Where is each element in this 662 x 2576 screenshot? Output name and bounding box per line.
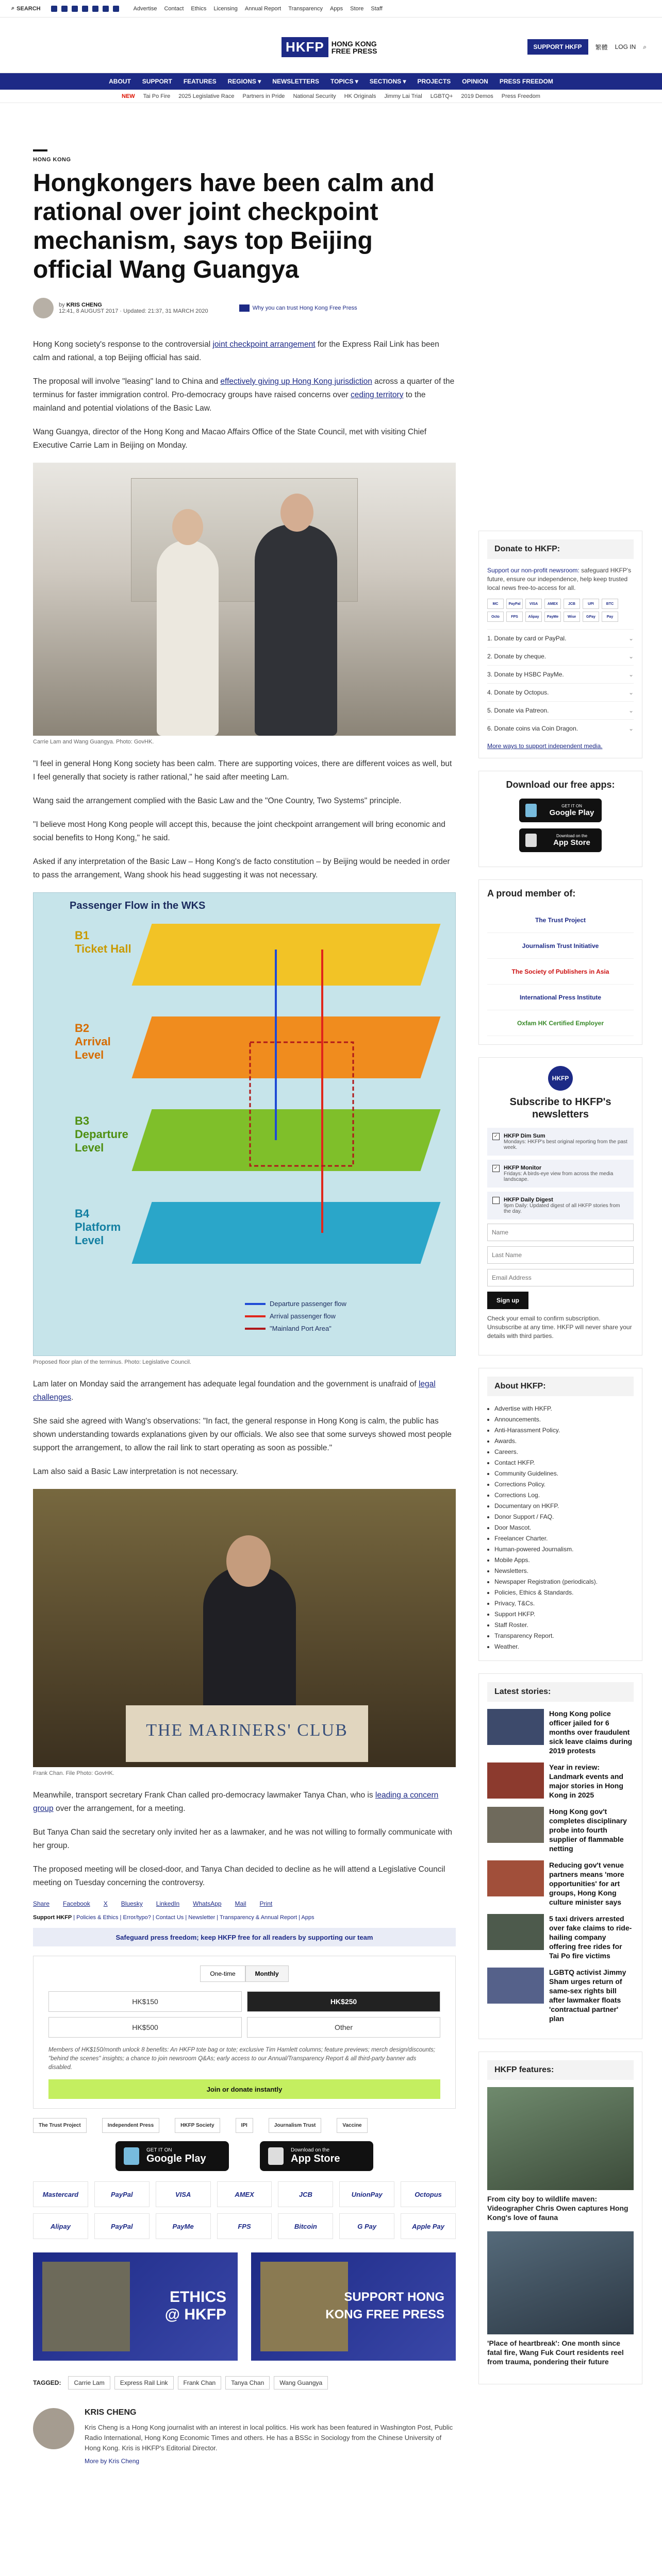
more-ways-link[interactable]: More ways to support independent media. bbox=[487, 742, 603, 750]
frequency-toggle bbox=[43, 1965, 446, 1982]
about-link[interactable]: • Support HKFP. bbox=[494, 1609, 634, 1620]
payment-logo: Octopus bbox=[401, 2181, 456, 2207]
payment-logo: UnionPay bbox=[339, 2181, 394, 2207]
new-badge: NEW bbox=[122, 93, 135, 99]
payment-logo: AMEX bbox=[217, 2181, 272, 2207]
nav-item[interactable]: OPINION bbox=[462, 78, 488, 85]
about-link[interactable]: • Corrections Policy. bbox=[494, 1479, 634, 1490]
trust-project-icon bbox=[239, 304, 250, 312]
updated-date: Updated: 21:37, 31 MARCH 2020 bbox=[123, 308, 208, 314]
nav-item[interactable]: PRESS FREEDOM bbox=[499, 78, 553, 85]
features-title: HKFP features: bbox=[487, 2060, 634, 2080]
payment-logo: VISA bbox=[156, 2181, 211, 2207]
chevron-down-icon: ⌄ bbox=[628, 689, 634, 696]
share-row bbox=[33, 1900, 456, 1907]
byline bbox=[33, 298, 456, 318]
inline-link[interactable]: effectively giving up Hong Kong jurisdiction bbox=[220, 377, 372, 386]
top-link[interactable]: Licensing bbox=[213, 5, 238, 12]
subnav-item[interactable]: HK Originals bbox=[344, 93, 376, 99]
newsletter-option[interactable]: HKFP Daily Digest 9pm Daily: Updated digest of all HKFP stories from the day. bbox=[487, 1192, 634, 1219]
transparency-link[interactable]: Transparency & Annual Report bbox=[220, 1914, 297, 1921]
card-logo: MC bbox=[487, 599, 504, 609]
about-link[interactable]: • Mobile Apps. bbox=[494, 1555, 634, 1566]
paragraph: "I believe most Hong Kong people will accept this, because the joint checkpoint arrangement will bring economic and social benefits to Hong Kong," he said. bbox=[33, 820, 445, 842]
share-link[interactable]: Share bbox=[33, 1900, 50, 1907]
photo-caption: Carrie Lam and Wang Guangya. Photo: GovHK. bbox=[33, 739, 154, 745]
site-header bbox=[0, 18, 662, 73]
about-list bbox=[487, 1403, 634, 1652]
app-store-button[interactable]: Download on the App Store bbox=[260, 2141, 373, 2171]
apps-panel bbox=[478, 771, 642, 867]
paragraph: "I feel in general Hong Kong society has been calm. There are supporting voices, there are different voices as well, but I feel generally that society is rather rational," he said after meeting Lam. bbox=[33, 759, 452, 782]
passenger-flow-diagram bbox=[33, 892, 456, 1356]
story-thumbnail bbox=[487, 1968, 544, 2004]
main-nav bbox=[0, 73, 662, 90]
promo-banners bbox=[33, 2252, 456, 2361]
member-logo[interactable]: The Society of Publishers in Asia bbox=[487, 959, 634, 985]
latest-story[interactable]: Year in review: Landmark events and major stories in Hong Kong in 2025 bbox=[487, 1762, 634, 1800]
author-avatar bbox=[33, 298, 54, 318]
tag[interactable]: Frank Chan bbox=[178, 2376, 222, 2389]
subnav-item[interactable]: Partners in Pride bbox=[242, 93, 285, 99]
member-badge[interactable]: The Trust Project bbox=[33, 2118, 87, 2133]
story-thumbnail bbox=[487, 1860, 544, 1896]
tags-row bbox=[33, 2376, 456, 2389]
inline-link[interactable]: ceding territory bbox=[350, 391, 404, 399]
card-logo: FPS bbox=[506, 612, 523, 622]
member-badges bbox=[33, 2118, 456, 2133]
publish-date: 12:41, 8 AUGUST 2017 bbox=[59, 308, 119, 314]
inline-link[interactable]: joint checkpoint arrangement bbox=[212, 340, 316, 349]
card-logo: PayPal bbox=[506, 599, 523, 609]
hkfp-logo[interactable] bbox=[282, 37, 377, 57]
card-logos bbox=[487, 599, 634, 622]
card-logo: Pay bbox=[602, 612, 618, 622]
subnav-item[interactable]: Tai Po Fire bbox=[143, 93, 171, 99]
apple-icon bbox=[525, 834, 537, 847]
subnav-item[interactable]: Press Freedom bbox=[501, 93, 540, 99]
donate-title: Donate to HKFP: bbox=[487, 539, 634, 559]
feature-image bbox=[487, 2231, 634, 2334]
amount-option-other[interactable]: Other bbox=[247, 2017, 440, 2038]
search-button[interactable]: ⌕ SEARCH bbox=[11, 5, 41, 12]
subnav-item[interactable]: Jimmy Lai Trial bbox=[384, 93, 422, 99]
chevron-down-icon: ⌄ bbox=[628, 725, 634, 732]
chevron-down-icon: ⌄ bbox=[628, 707, 634, 714]
photo-figure-head bbox=[280, 494, 313, 532]
about-panel bbox=[478, 1368, 642, 1661]
photo-figure-head bbox=[172, 509, 203, 545]
paragraph: Wang said the arrangement complied with the Basic Law and the "One Country, Two Systems" principle. bbox=[33, 796, 402, 805]
paragraph: The proposed meeting will be closed-door, and Tanya Chan decided to decline as he will attend a Legislative Council meeting on Tuesday concerning the controversy. bbox=[33, 1865, 445, 1887]
payment-logo: Mastercard bbox=[33, 2181, 88, 2207]
about-link[interactable]: • Policies, Ethics & Standards. bbox=[494, 1587, 634, 1598]
member-logo[interactable]: International Press Institute bbox=[487, 985, 634, 1010]
facebook-icon[interactable] bbox=[51, 6, 57, 12]
about-link[interactable]: • Anti-Harassment Policy. bbox=[494, 1425, 634, 1436]
member-logo[interactable]: Journalism Trust Initiative bbox=[487, 933, 634, 959]
contact-link[interactable]: Contact Us bbox=[155, 1914, 184, 1921]
author-box bbox=[33, 2408, 456, 2465]
join-donate-button[interactable]: Join or donate instantly bbox=[48, 2079, 440, 2099]
about-link[interactable]: • Donor Support / FAQ. bbox=[494, 1512, 634, 1522]
about-link[interactable]: • Announcements. bbox=[494, 1414, 634, 1425]
card-logo: BTC bbox=[602, 599, 618, 609]
monthly-tab[interactable]: Monthly bbox=[245, 1965, 289, 1982]
latest-story[interactable]: 5 taxi drivers arrested over fake claims to ride-hailing company offering free rides for Tai Po fire victims bbox=[487, 1914, 634, 1960]
top-link[interactable]: Transparency bbox=[288, 5, 323, 12]
tag[interactable]: Wang Guangya bbox=[274, 2376, 328, 2389]
amount-options bbox=[48, 1991, 440, 2038]
language-toggle[interactable]: 繁體 bbox=[595, 43, 608, 51]
level-label-b3: B3 Departure Level bbox=[75, 1114, 128, 1154]
tags-label: TAGGED: bbox=[33, 2379, 61, 2386]
subnav-item[interactable]: 2019 Demos bbox=[461, 93, 493, 99]
flow-arrows bbox=[34, 893, 456, 1357]
subnav-item[interactable]: 2025 Legislative Race bbox=[178, 93, 235, 99]
level-label-b4: B4 Platform Level bbox=[75, 1207, 121, 1247]
byline-text: by KRIS CHENG 12:41, 8 AUGUST 2017 · Updated: 21:37, 31 MARCH 2020 bbox=[59, 302, 208, 314]
member-badge[interactable]: Independent Press bbox=[102, 2118, 159, 2133]
tag[interactable]: Tanya Chan bbox=[225, 2376, 270, 2389]
member-badge[interactable]: Vaccine bbox=[337, 2118, 367, 2133]
nav-item[interactable]: PROJECTS bbox=[417, 78, 451, 85]
feature-image bbox=[487, 2087, 634, 2190]
apps-heading: Download our free apps: bbox=[506, 779, 615, 790]
email-field[interactable] bbox=[487, 1269, 634, 1286]
telegram-icon[interactable] bbox=[103, 6, 109, 12]
paragraph: Hong Kong society's response to the controversial joint checkpoint arrangement for the Express Rail Link has been calm and rational, a top Beijing official has said. bbox=[33, 340, 439, 362]
top-links bbox=[134, 6, 383, 12]
share-print[interactable]: Print bbox=[259, 1900, 273, 1907]
podium-sign-text: THE MARINERS' CLUB bbox=[146, 1721, 348, 1740]
sidebar bbox=[478, 531, 642, 2397]
top-link[interactable]: Contact bbox=[164, 5, 184, 12]
payment-logo: G Pay bbox=[339, 2213, 394, 2239]
newsletter-note: Check your email to confirm subscription. Unsubscribe at any time. HKFP will never share your details with third parties. bbox=[487, 1315, 632, 1340]
policy-link[interactable]: Policies & Ethics bbox=[76, 1914, 119, 1921]
support-hkfp-button[interactable]: SUPPORT HKFP bbox=[527, 39, 588, 55]
story-thumbnail bbox=[487, 1762, 544, 1799]
amount-option[interactable]: HK$150 bbox=[48, 1991, 242, 2012]
member-badge[interactable]: IPI bbox=[236, 2118, 253, 2133]
paragraph: She said she agreed with Wang's observations: "In fact, the general response in Hong Kong is calm, the public has shown understanding towards explanations given by our officials. We also see that some surveys showed most people support the arrangement, to allow the rail link to start operating as soon as possible." bbox=[33, 1417, 452, 1452]
amount-option[interactable]: HK$500 bbox=[48, 2017, 242, 2038]
search-icon[interactable]: ⌕ bbox=[643, 43, 647, 50]
about-link[interactable]: • Community Guidelines. bbox=[494, 1468, 634, 1479]
google-play-button[interactable]: GET IT ON Google Play bbox=[519, 799, 602, 822]
signup-button[interactable]: Sign up bbox=[487, 1292, 528, 1309]
nav-item[interactable]: ABOUT bbox=[109, 78, 131, 85]
ethics-banner[interactable]: ETHICS @ HKFP bbox=[33, 2252, 238, 2361]
about-link[interactable]: • Newsletters. bbox=[494, 1566, 634, 1577]
donate-option[interactable]: 3. Donate by HSBC PayMe. ⌄ bbox=[487, 665, 634, 683]
about-link[interactable]: • Documentary on HKFP. bbox=[494, 1501, 634, 1512]
about-link[interactable]: • Transparency Report. bbox=[494, 1631, 634, 1641]
x-icon[interactable] bbox=[61, 6, 68, 12]
nav-item[interactable]: SECTIONS ▾ bbox=[369, 78, 406, 85]
article-kicker[interactable]: HONG KONG bbox=[33, 157, 71, 163]
member-logo[interactable]: The Trust Project bbox=[487, 907, 634, 933]
checkbox[interactable] bbox=[492, 1197, 500, 1204]
membership-note: Members of HK$150/month unlock 8 benefits: An HKFP tote bag or tote; exclusive Tim Hamlett columns; feature previews; merch design/discounts; "behind the scenes" insights; a chance to join newsroom Q&As; early access to our Annual/Transparency Report & all third-party banner ads disabled. bbox=[48, 2047, 436, 2071]
nav-item[interactable]: REGIONS ▾ bbox=[227, 78, 261, 85]
article-title: Hongkongers have been calm and rational over joint checkpoint mechanism, says top Beijing official Wang Guangya bbox=[33, 170, 435, 283]
photo-figure bbox=[255, 524, 337, 736]
card-logo: Alipay bbox=[525, 612, 542, 622]
member-logo[interactable]: Oxfam HK Certified Employer bbox=[487, 1010, 634, 1036]
legend-mainland-area: "Mainland Port Area" bbox=[245, 1325, 332, 1332]
subnav-item[interactable]: LGBTQ+ bbox=[430, 93, 453, 99]
latest-story[interactable]: Hong Kong gov't completes disciplinary probe into fourth supplier of flammable netting bbox=[487, 1807, 634, 1853]
inline-link[interactable]: leading a concern group bbox=[33, 1791, 439, 1813]
donate-option[interactable]: 1. Donate by card or PayPal. ⌄ bbox=[487, 629, 634, 647]
story-thumbnail bbox=[487, 1807, 544, 1843]
support-links: Support HKFP | Policies & Ethics | Error/typo? | Contact Us | Newsletter | Transparency & Annual Report | Apps bbox=[33, 1914, 315, 1921]
donate-option[interactable]: 2. Donate by cheque. ⌄ bbox=[487, 647, 634, 665]
chevron-down-icon: ⌄ bbox=[628, 653, 634, 660]
banner-image bbox=[42, 2262, 130, 2351]
latest-story[interactable]: Reducing gov't venue partners means 'more opportunities' for art groups, Hong Kong culture minister says bbox=[487, 1860, 634, 1907]
payment-logo: PayPal bbox=[94, 2181, 150, 2207]
logo-box: HKFP bbox=[282, 37, 328, 57]
top-link[interactable]: Store bbox=[350, 5, 364, 12]
latest-panel bbox=[478, 1673, 642, 2039]
latest-story[interactable]: Hong Kong police officer jailed for 6 months over fraudulent sick leave claims during 2019 protests bbox=[487, 1709, 634, 1755]
about-link[interactable]: • Staff Roster. bbox=[494, 1620, 634, 1631]
legend-departure: Departure passenger flow bbox=[245, 1300, 346, 1308]
newsletter-option[interactable]: ✓ HKFP Monitor Fridays: A birds-eye view from across the media landscape. bbox=[487, 1160, 634, 1188]
one-time-tab[interactable]: One-time bbox=[200, 1965, 245, 1982]
about-link[interactable]: • Awards. bbox=[494, 1436, 634, 1447]
top-link[interactable]: Ethics bbox=[191, 5, 207, 12]
newsletter-option[interactable]: ✓ HKFP Dim Sum Mondays: HKFP's best original reporting from the past week. bbox=[487, 1128, 634, 1156]
author-link[interactable]: KRIS CHENG bbox=[66, 302, 102, 308]
card-logo: PayMe bbox=[544, 612, 561, 622]
payment-logo: Alipay bbox=[33, 2213, 88, 2239]
support-hkfp-link[interactable]: Support HKFP bbox=[33, 1914, 72, 1921]
checkbox[interactable]: ✓ bbox=[492, 1165, 500, 1172]
hkfp-circle-logo: HKFP bbox=[548, 1066, 573, 1091]
about-link[interactable]: • Contact HKFP. bbox=[494, 1458, 634, 1468]
rss-icon[interactable] bbox=[113, 6, 119, 12]
about-link[interactable]: • Advertise with HKFP. bbox=[494, 1403, 634, 1414]
donate-option[interactable]: 4. Donate by Octopus. ⌄ bbox=[487, 683, 634, 701]
about-link[interactable]: • Freelancer Charter. bbox=[494, 1533, 634, 1544]
donate-text: Support our non-profit newsroom: safeguard HKFP's future, ensure our independence, help keep trusted local news free-to-access for all. bbox=[487, 567, 632, 591]
payment-logo: PayMe bbox=[156, 2213, 211, 2239]
last-name-field[interactable] bbox=[487, 1246, 634, 1264]
story-thumbnail bbox=[487, 1709, 544, 1745]
share-x[interactable]: X bbox=[103, 1900, 108, 1907]
payment-logos bbox=[33, 2181, 456, 2239]
card-logo: JCB bbox=[564, 599, 580, 609]
author-name[interactable]: KRIS CHENG bbox=[85, 2408, 137, 2417]
about-link[interactable]: • Privacy, T&Cs. bbox=[494, 1598, 634, 1609]
card-logo: VISA bbox=[525, 599, 542, 609]
photo-figure bbox=[203, 1566, 296, 1716]
top-link[interactable]: Annual Report bbox=[244, 5, 282, 12]
header-actions bbox=[527, 39, 647, 55]
feature-story[interactable]: 'Place of heartbreak': One month since fatal fire, Wang Fuk Court residents reel from trauma, pondering their future bbox=[487, 2231, 634, 2366]
card-logo: Wise bbox=[564, 612, 580, 622]
payment-logo: Apple Pay bbox=[401, 2213, 456, 2239]
author-bio: Kris Cheng is a Hong Kong journalist with an interest in local politics. His work has been featured in Washington Post, Public Radio International, Hong Kong Economic Times and others. He has a BSSc in Sociology from the Chinese University of Hong Kong. Kris is HKFP's Editorial Director. bbox=[85, 2424, 453, 2452]
nav-item[interactable]: TOPICS ▾ bbox=[330, 78, 358, 85]
linkedin-icon[interactable] bbox=[92, 6, 98, 12]
google-play-button[interactable]: GET IT ON Google Play bbox=[115, 2141, 229, 2171]
level-label-b2: B2 Arrival Level bbox=[75, 1022, 111, 1061]
trust-link[interactable]: Why you can trust Hong Kong Free Press bbox=[239, 304, 357, 312]
paragraph: Asked if any interpretation of the Basic Law – Hong Kong's de facto constitution – by Beijing would be needed in order to pass the arrangement, Wang shook his head suggesting it was not necessary. bbox=[33, 857, 450, 879]
diagram-title: Passenger Flow in the WKS bbox=[70, 900, 206, 911]
member-badge[interactable]: HKFP Society bbox=[175, 2118, 220, 2133]
checkbox[interactable]: ✓ bbox=[492, 1133, 500, 1140]
photo-caption: Proposed floor plan of the terminus. Photo: Legislative Council. bbox=[33, 1359, 191, 1365]
paragraph: Lam later on Monday said the arrangement has adequate legal foundation and the government is unafraid of legal challenges. bbox=[33, 1380, 436, 1402]
tag[interactable]: Express Rail Link bbox=[114, 2376, 174, 2389]
name-field[interactable] bbox=[487, 1224, 634, 1241]
kicker-rule bbox=[33, 149, 47, 151]
youtube-icon[interactable] bbox=[82, 6, 88, 12]
top-link[interactable]: Advertise bbox=[133, 5, 157, 12]
donate-option[interactable]: 6. Donate coins via Coin Dragon. ⌄ bbox=[487, 719, 634, 737]
top-link[interactable]: Staff bbox=[371, 5, 383, 12]
card-logo: GPay bbox=[583, 612, 599, 622]
logo-text: HONG KONG FREE PRESS bbox=[331, 39, 377, 55]
payment-logo: PayPal bbox=[94, 2213, 150, 2239]
paragraph: The proposal will involve "leasing" land to China and effectively giving up Hong Kong jurisdiction across a quarter of the terminus for faster immigration control. Pro-democracy groups have raised concerns over ceding territory to the mainland and potential violations of the Basic Law. bbox=[33, 377, 455, 413]
paragraph: Wang Guangya, director of the Hong Kong and Macao Affairs Office of the State Council, met with visiting Chief Executive Carrie Lam in Beijing on Monday. bbox=[33, 428, 427, 450]
payment-logo: FPS bbox=[217, 2213, 272, 2239]
app-store-button[interactable]: Download on the App Store bbox=[519, 828, 602, 852]
paragraph: Meanwhile, transport secretary Frank Chan called pro-democracy lawmaker Tanya Chan, who is leading a concern group over the arrangement, for a meeting. bbox=[33, 1791, 439, 1813]
support-link[interactable]: Support our non-profit newsroom: bbox=[487, 567, 580, 574]
member-panel bbox=[478, 879, 642, 1045]
feature-story[interactable]: From city boy to wildlife maven: Videographer Chris Owen captures Hong Kong's love of fauna bbox=[487, 2087, 634, 2222]
instagram-icon[interactable] bbox=[72, 6, 78, 12]
share-bluesky[interactable]: Bluesky bbox=[121, 1900, 143, 1907]
safeguard-banner[interactable]: Safeguard press freedom; keep HKFP free for all readers by supporting our team bbox=[33, 1928, 456, 1946]
chevron-down-icon: ⌄ bbox=[628, 671, 634, 678]
donation-widget bbox=[33, 1956, 456, 2109]
error-link[interactable]: Error/typo? bbox=[123, 1914, 151, 1921]
photo-frank-chan bbox=[33, 1489, 456, 1767]
more-by-author-link[interactable]: More by Kris Cheng bbox=[85, 2458, 140, 2465]
card-logo: AMEX bbox=[544, 599, 561, 609]
mainland-port-area bbox=[250, 1042, 353, 1166]
photo-figure bbox=[157, 540, 219, 736]
photo-lam-wang bbox=[33, 463, 456, 736]
search-icon: ⌕ bbox=[11, 5, 15, 11]
nav-item[interactable]: FEATURES bbox=[183, 78, 217, 85]
newsletter-link[interactable]: Newsletter bbox=[188, 1914, 216, 1921]
payment-logo: JCB bbox=[278, 2181, 333, 2207]
donate-option[interactable]: 5. Donate via Patreon. ⌄ bbox=[487, 701, 634, 719]
member-heading: A proud member of: bbox=[487, 888, 576, 899]
member-badge[interactable]: Journalism Trust bbox=[269, 2118, 322, 2133]
paragraph: But Tanya Chan said the secretary only invited her as a lawmaker, and he was not willing to formally communicate with her group. bbox=[33, 1828, 453, 1850]
article bbox=[33, 149, 456, 2465]
app-buttons bbox=[33, 2141, 456, 2171]
about-link[interactable]: • Door Mascot. bbox=[494, 1522, 634, 1533]
top-bar bbox=[0, 0, 662, 18]
nav-item[interactable]: SUPPORT bbox=[142, 78, 172, 85]
chevron-down-icon: ⌄ bbox=[628, 635, 634, 642]
share-linkedin[interactable]: LinkedIn bbox=[156, 1900, 180, 1907]
tag[interactable]: Carrie Lam bbox=[68, 2376, 110, 2389]
payment-logo: Bitcoin bbox=[278, 2213, 333, 2239]
topic-subnav bbox=[0, 90, 662, 103]
apps-link[interactable]: Apps bbox=[301, 1914, 315, 1921]
top-link[interactable]: Apps bbox=[330, 5, 343, 12]
card-logo: Octo bbox=[487, 612, 504, 622]
support-banner[interactable]: SUPPORT HONG KONG FREE PRESS bbox=[251, 2252, 456, 2361]
about-link[interactable]: • Newspaper Registration (periodicals). bbox=[494, 1577, 634, 1587]
nav-item[interactable]: NEWSLETTERS bbox=[272, 78, 319, 85]
author-avatar bbox=[33, 2408, 74, 2449]
inline-link[interactable]: legal challenges bbox=[33, 1380, 436, 1402]
photo-caption: Frank Chan. File Photo: GovHK. bbox=[33, 1770, 114, 1776]
features-panel bbox=[478, 2052, 642, 2384]
apple-icon bbox=[268, 2147, 284, 2165]
about-link[interactable]: • Weather. bbox=[494, 1641, 634, 1652]
login-link[interactable]: LOG IN bbox=[615, 43, 636, 50]
google-play-icon bbox=[124, 2147, 139, 2165]
share-whatsapp[interactable]: WhatsApp bbox=[193, 1900, 222, 1907]
story-thumbnail bbox=[487, 1914, 544, 1950]
share-mail[interactable]: Mail bbox=[235, 1900, 246, 1907]
about-link[interactable]: • Corrections Log. bbox=[494, 1490, 634, 1501]
about-link[interactable]: • Human-powered Journalism. bbox=[494, 1544, 634, 1555]
legend-arrival: Arrival passenger flow bbox=[245, 1312, 336, 1320]
share-facebook[interactable]: Facebook bbox=[63, 1900, 90, 1907]
newsletter-panel bbox=[478, 1057, 642, 1355]
subnav-item[interactable]: National Security bbox=[293, 93, 336, 99]
level-label-b1: B1 Ticket Hall bbox=[75, 929, 131, 955]
latest-story[interactable]: LGBTQ activist Jimmy Sham urges return of same-sex rights bill after lawmaker floats 'contractual partner' plan bbox=[487, 1968, 634, 2023]
paragraph: Lam also said a Basic Law interpretation is not necessary. bbox=[33, 1467, 238, 1476]
about-link[interactable]: • Careers. bbox=[494, 1447, 634, 1458]
google-play-icon bbox=[525, 804, 537, 817]
social-icons bbox=[51, 6, 119, 12]
amount-option-selected[interactable]: HK$250 bbox=[247, 1991, 440, 2012]
newsletter-title: Subscribe to HKFP's newsletters bbox=[509, 1096, 611, 1120]
photo-figure-head bbox=[226, 1535, 271, 1587]
latest-title: Latest stories: bbox=[487, 1682, 634, 1702]
donate-panel bbox=[478, 531, 642, 758]
about-title: About HKFP: bbox=[487, 1377, 634, 1396]
card-logo: UPI bbox=[583, 599, 599, 609]
